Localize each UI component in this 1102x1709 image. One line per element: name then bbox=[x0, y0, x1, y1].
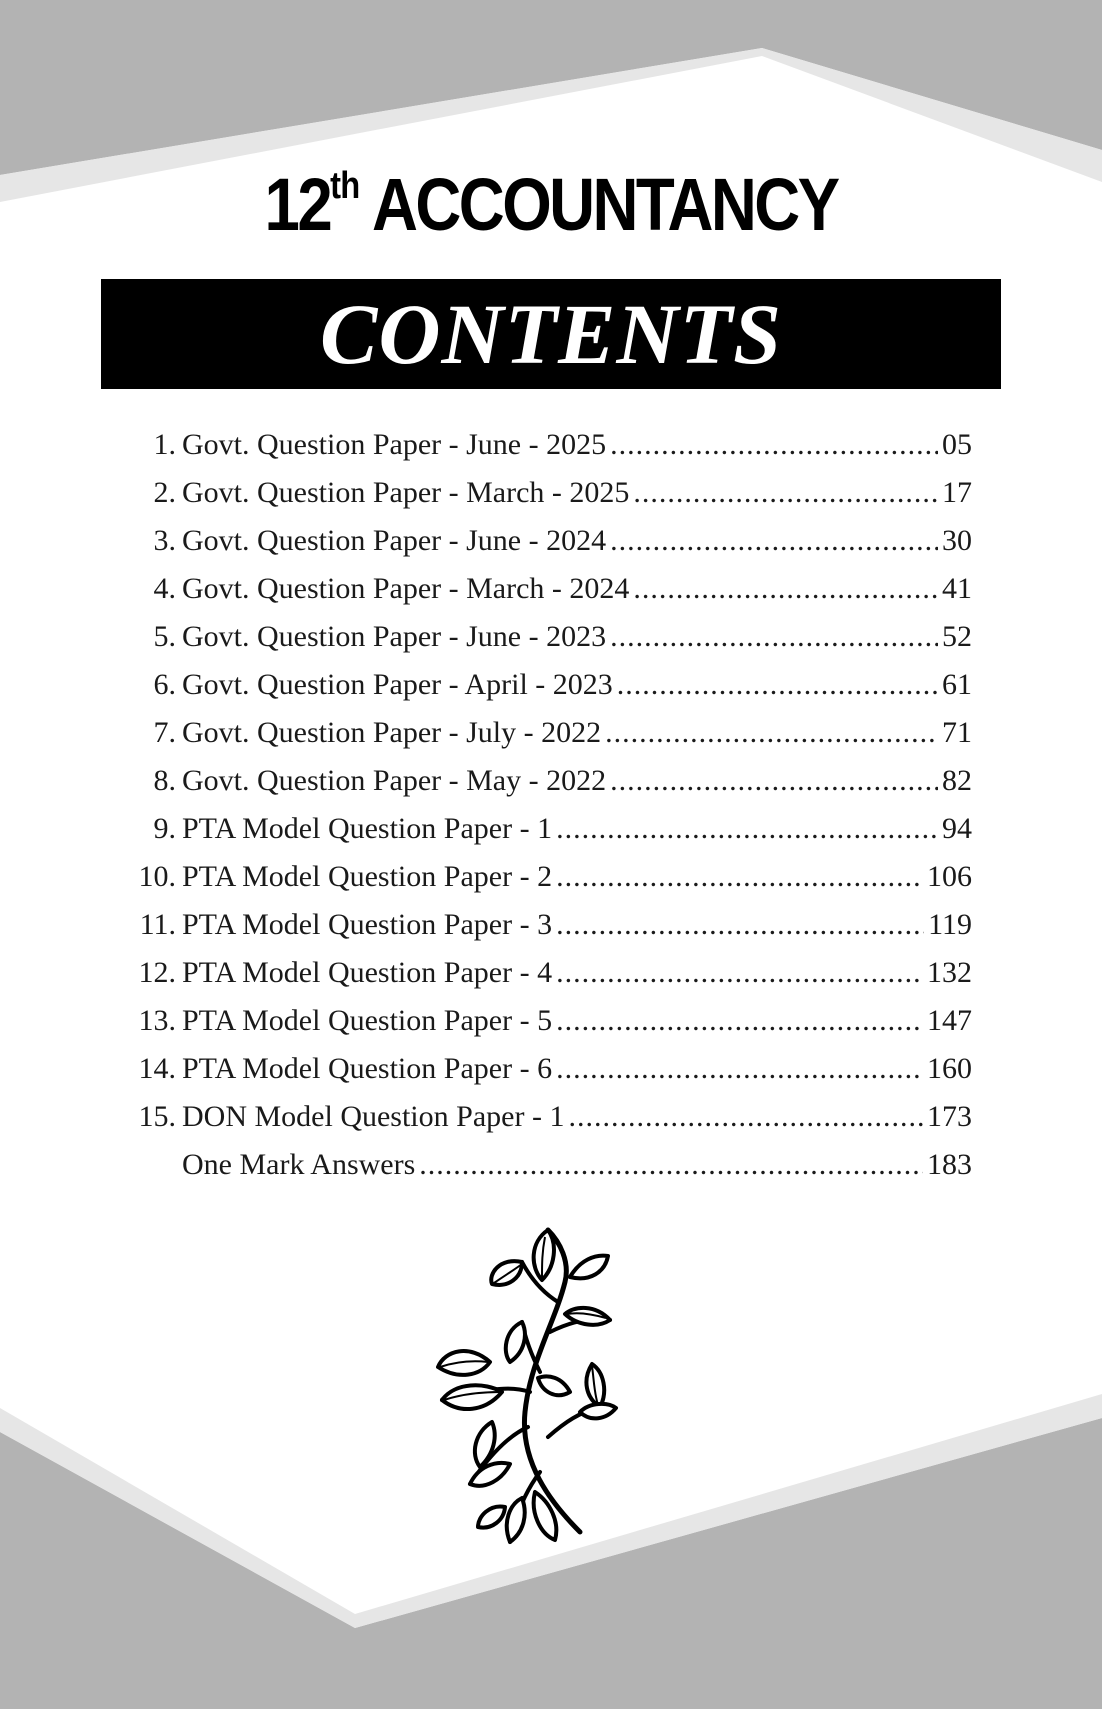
toc-entry[interactable] bbox=[120, 716, 972, 764]
toc-page: 30 bbox=[942, 524, 972, 557]
grade-suffix: th bbox=[330, 165, 360, 208]
toc-title: Govt. Question Paper - June - 2025 bbox=[182, 428, 607, 461]
toc-number: 7. bbox=[153, 716, 176, 749]
toc-entry[interactable] bbox=[120, 908, 972, 956]
toc-number: 1. bbox=[153, 428, 176, 461]
toc-title: Govt. Question Paper - June - 2023 bbox=[182, 620, 607, 653]
toc-number: 6. bbox=[153, 668, 176, 701]
toc-entry[interactable] bbox=[120, 428, 972, 476]
toc-title: PTA Model Question Paper - 1 bbox=[182, 812, 553, 845]
dot-leader bbox=[617, 668, 938, 702]
toc-number: 5. bbox=[153, 620, 176, 653]
toc-page: 82 bbox=[942, 764, 972, 797]
toc-title: One Mark Answers bbox=[182, 1148, 416, 1181]
toc-entry[interactable] bbox=[120, 572, 972, 620]
dot-leader bbox=[633, 476, 938, 510]
toc-page: 132 bbox=[927, 956, 972, 989]
book-title bbox=[77, 163, 1025, 246]
contents-heading: CONTENTS bbox=[320, 286, 782, 382]
dot-leader bbox=[605, 716, 938, 750]
toc-number: 4. bbox=[153, 572, 176, 605]
toc-entry[interactable] bbox=[120, 1004, 972, 1052]
toc-entry[interactable] bbox=[120, 1148, 972, 1196]
toc-number: 3. bbox=[153, 524, 176, 557]
toc-entry[interactable] bbox=[120, 860, 972, 908]
toc-entry[interactable] bbox=[120, 956, 972, 1004]
toc-page: 61 bbox=[942, 668, 972, 701]
toc-number: 14. bbox=[138, 1052, 176, 1085]
toc-entry[interactable] bbox=[120, 524, 972, 572]
toc-page: 17 bbox=[942, 476, 972, 509]
toc-title: Govt. Question Paper - March - 2025 bbox=[182, 476, 630, 509]
toc-title: Govt. Question Paper - June - 2024 bbox=[182, 524, 607, 557]
dot-leader bbox=[556, 908, 924, 942]
toc-number: 15. bbox=[138, 1100, 176, 1133]
toc-page: 119 bbox=[928, 908, 972, 941]
dot-leader bbox=[419, 1148, 923, 1182]
toc-number: 2. bbox=[153, 476, 176, 509]
toc-page: 147 bbox=[927, 1004, 972, 1037]
toc-title: PTA Model Question Paper - 4 bbox=[182, 956, 553, 989]
toc-entry[interactable] bbox=[120, 1100, 972, 1148]
subject-name: ACCOUNTANCY bbox=[372, 163, 838, 246]
leaf-branch-icon bbox=[430, 1222, 650, 1562]
toc-entry[interactable] bbox=[120, 668, 972, 716]
toc-entry[interactable] bbox=[120, 1052, 972, 1100]
dot-leader bbox=[610, 764, 938, 798]
toc-title: PTA Model Question Paper - 2 bbox=[182, 860, 553, 893]
dot-leader bbox=[610, 524, 938, 558]
toc-number: 8. bbox=[153, 764, 176, 797]
toc-title: PTA Model Question Paper - 3 bbox=[182, 908, 553, 941]
toc-title: Govt. Question Paper - March - 2024 bbox=[182, 572, 630, 605]
toc-page: 05 bbox=[942, 428, 972, 461]
toc-title: PTA Model Question Paper - 5 bbox=[182, 1004, 553, 1037]
toc-page: 173 bbox=[927, 1100, 972, 1133]
toc-number: 10. bbox=[138, 860, 176, 893]
dot-leader bbox=[556, 1004, 923, 1038]
dot-leader bbox=[556, 956, 923, 990]
toc-number: 12. bbox=[138, 956, 176, 989]
toc-title: Govt. Question Paper - May - 2022 bbox=[182, 764, 607, 797]
toc-entry[interactable] bbox=[120, 812, 972, 860]
toc-page: 183 bbox=[927, 1148, 972, 1181]
toc-page: 52 bbox=[942, 620, 972, 653]
toc-number: 13. bbox=[138, 1004, 176, 1037]
contents-banner bbox=[101, 279, 1001, 389]
toc-entry[interactable] bbox=[120, 476, 972, 524]
toc-page: 71 bbox=[942, 716, 972, 749]
dot-leader bbox=[556, 1052, 923, 1086]
toc-entry[interactable] bbox=[120, 620, 972, 668]
toc-title: Govt. Question Paper - April - 2023 bbox=[182, 668, 613, 701]
toc-entry[interactable] bbox=[120, 764, 972, 812]
dot-leader bbox=[610, 620, 938, 654]
toc-title: Govt. Question Paper - July - 2022 bbox=[182, 716, 602, 749]
toc-page: 41 bbox=[942, 572, 972, 605]
toc-page: 94 bbox=[942, 812, 972, 845]
toc-title: DON Model Question Paper - 1 bbox=[182, 1100, 565, 1133]
toc-title: PTA Model Question Paper - 6 bbox=[182, 1052, 553, 1085]
toc-number: 11. bbox=[139, 908, 176, 941]
dot-leader bbox=[556, 812, 938, 846]
dot-leader bbox=[568, 1100, 923, 1134]
toc-page: 160 bbox=[927, 1052, 972, 1085]
dot-leader bbox=[556, 860, 923, 894]
dot-leader bbox=[610, 428, 938, 462]
grade-number: 12 bbox=[264, 163, 331, 246]
toc-number: 9. bbox=[153, 812, 176, 845]
toc-page: 106 bbox=[927, 860, 972, 893]
table-of-contents bbox=[120, 428, 972, 1196]
dot-leader bbox=[633, 572, 938, 606]
